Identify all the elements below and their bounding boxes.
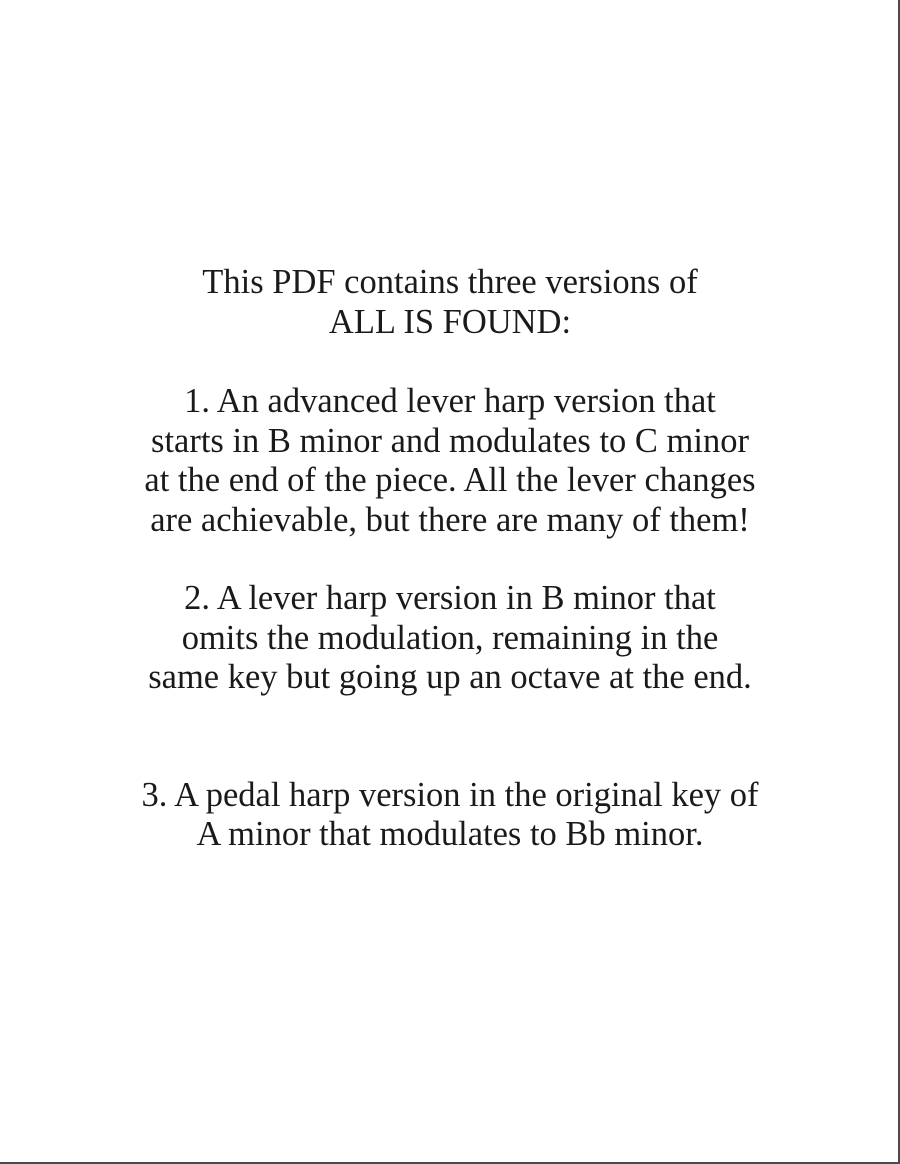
version-2-line: 2. A lever harp version in B minor that: [184, 579, 716, 617]
version-1-line: are achievable, but there are many of them!: [150, 500, 750, 539]
paragraph-spacer: [0, 540, 900, 579]
intro-paragraph: [0, 263, 900, 342]
version-1-line: at the end of the piece. All the lever changes: [144, 461, 756, 499]
intro-line: This PDF contains three versions of: [202, 263, 698, 301]
paragraph-spacer: [0, 698, 900, 776]
version-3-paragraph: [0, 776, 900, 855]
version-1-line: 1. An advanced lever harp version that: [184, 382, 716, 420]
version-3-line: A minor that modulates to Bb minor.: [196, 815, 704, 853]
version-1-paragraph: [0, 382, 900, 540]
version-2-line: same key but going up an octave at the end.: [148, 658, 752, 696]
version-2-paragraph: [0, 579, 900, 698]
version-2-line: omits the modulation, remaining in the: [181, 618, 719, 657]
document-title: ALL IS FOUND:: [328, 302, 572, 341]
paragraph-spacer: [0, 342, 900, 382]
document-body: [0, 263, 900, 855]
version-3-line: 3. A pedal harp version in the original key of: [141, 775, 759, 814]
version-1-line: starts in B minor and modulates to C minor: [151, 421, 749, 460]
